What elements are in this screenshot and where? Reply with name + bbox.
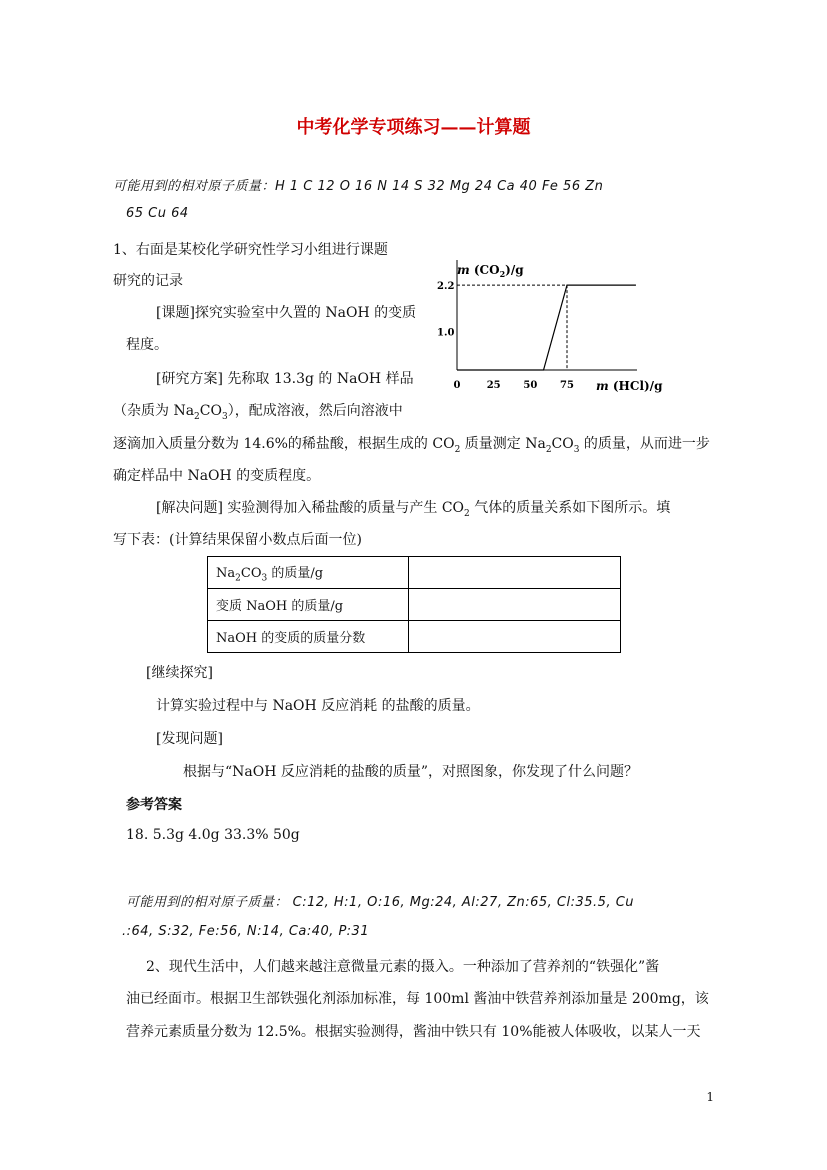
q2-line-3: 营养元素质量分数为 12.5%。根据实验测得，酱油中铁只有 10%能被人体吸收，以某人一天 — [126, 1024, 701, 1040]
x-tick-label: 75 — [560, 380, 574, 391]
table-cell-answer[interactable] — [409, 589, 621, 621]
atomic-masses-2-line-1: 可能用到的相对原子质量： C:12, H:1, O:16, Mg:24, Al:27, Zn:65, Cl:35.5, Cu — [126, 895, 635, 910]
x-tick-label: 0 — [453, 380, 461, 391]
q1-intro-b: 研究的记录 — [113, 273, 183, 289]
y-tick-label: 1.0 — [437, 327, 455, 339]
series-line — [457, 285, 636, 370]
atomic-masses-line-1: 可能用到的相对原子质量：H 1 C 12 O 16 N 14 S 32 Mg 24 Ca 40 Fe 56 Zn — [113, 179, 604, 194]
q1-plan-c: 逐滴加入质量分数为 14.6%的稀盐酸，根据生成的 $CO_2$ 质量测定 $Na_2CO_3$ 的质量，从而进一步 — [113, 436, 710, 455]
page-title: 中考化学专项练习——计算题 — [296, 117, 531, 138]
y-axis-label: m $(CO_2)/g$ — [457, 263, 524, 279]
co2-hcl-chart — [420, 252, 680, 400]
discover-heading: [发现问题] — [156, 731, 223, 747]
x-tick-label: 25 — [486, 380, 501, 391]
answer-text: 18. 5.3g 4.0g 33.3% 50g — [126, 827, 300, 843]
table-cell-label: 变质 NaOH 的质量/g — [208, 589, 409, 621]
q1-plan-a: [研究方案] 先称取 13.3g 的 NaOH 样品 — [156, 371, 414, 387]
q2-line-1: 2、现代生活中，人们越来越注意微量元素的摄入。一种添加了营养剂的“铁强化”酱 — [146, 959, 660, 975]
q2-line-2: 油已经面市。根据卫生部铁强化剂添加标准，每 100ml 酱油中铁营养剂添加量是 200mg，该 — [126, 991, 709, 1007]
q1-solve-b: 写下表：(计算结果保留小数点后面一位) — [113, 532, 362, 548]
q1-solve-a: [解决问题] 实验测得加入稀盐酸的质量与产生 $CO_2$ 气体的质量关系如下图所示。填 — [156, 500, 671, 519]
table-cell-label: NaOH 的变质的质量分数 — [208, 621, 409, 653]
continue-heading: [继续探究] — [146, 665, 213, 681]
page-number: 1 — [706, 1090, 714, 1104]
table-cell-answer[interactable] — [409, 621, 621, 653]
x-tick-label: 50 — [523, 380, 538, 391]
atomic-masses-2-line-2: .:64, S:32, Fe:56, N:14, Ca:40, P:31 — [122, 924, 370, 939]
table-row — [208, 621, 621, 653]
q1-topic-b: 程度。 — [126, 337, 168, 353]
atomic-masses-line-2: 65 Cu 64 — [126, 206, 189, 221]
q1-plan-b: （杂质为 $Na_2CO_3$），配成溶液，然后向溶液中 — [113, 403, 403, 422]
table-cell-label: $Na_2CO_3$ 的质量/g — [208, 557, 409, 589]
table-row — [208, 557, 621, 589]
q1-intro-a: 1、右面是某校化学研究性学习小组进行课题 — [113, 242, 388, 258]
continue-text: 计算实验过程中与 NaOH 反应消耗 的盐酸的质量。 — [156, 698, 480, 714]
q1-topic-a: [课题]探究实验室中久置的 NaOH 的变质 — [156, 305, 417, 321]
answer-table — [207, 556, 621, 653]
q1-plan-d: 确定样品中 NaOH 的变质程度。 — [113, 468, 321, 484]
table-cell-answer[interactable] — [409, 557, 621, 589]
x-axis-label: m (HCl)/g — [596, 379, 663, 393]
answer-heading: 参考答案 — [126, 797, 182, 813]
y-tick-label: 2.2 — [437, 281, 455, 293]
table-row — [208, 589, 621, 621]
discover-text: 根据与“NaOH 反应消耗的盐酸的质量”，对照图象，你发现了什么问题？ — [183, 764, 639, 780]
